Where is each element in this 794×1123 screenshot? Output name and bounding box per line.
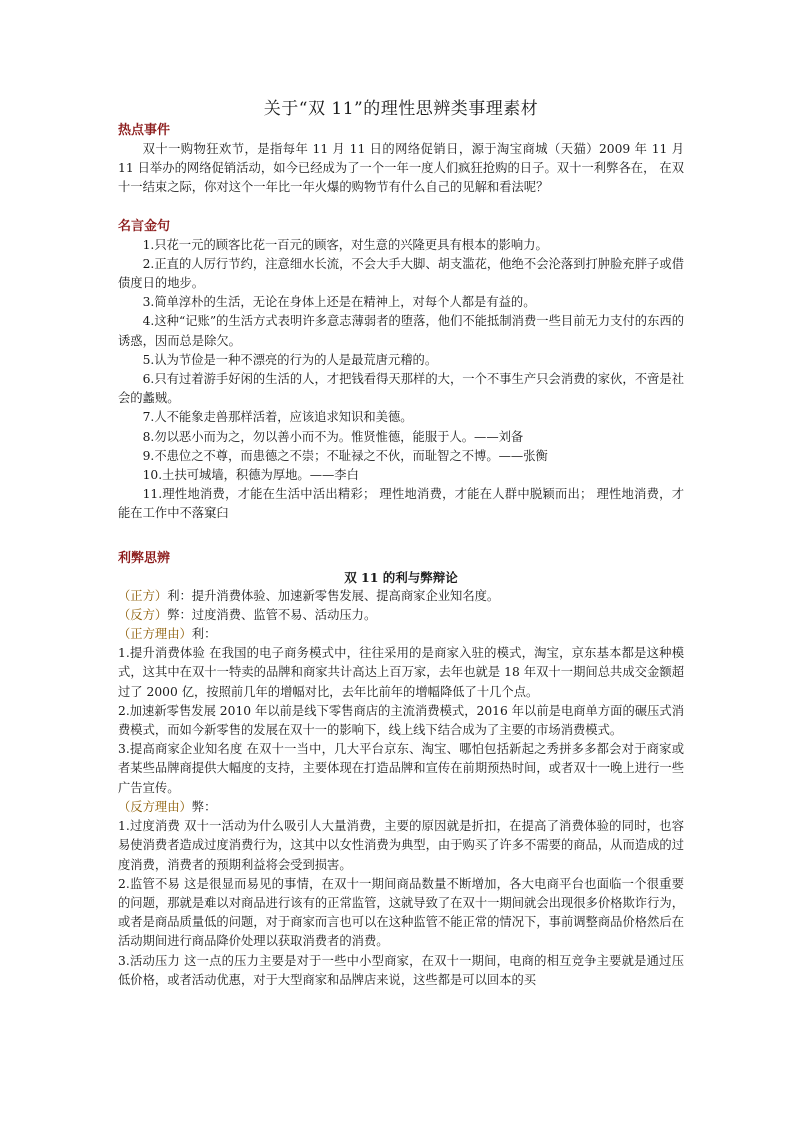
debate-heading: 利弊思辨 <box>118 550 171 566</box>
con-point: 2.监管不易 这是很显而易见的事情，在双十一期间商品数量不断增加，各大电商平台也面临一个很重要的问题，那就是难以对商品进行该有的正常监管，这就导致了在双十一期间就会出现很多价格欺诈行为，或者是商品质量低的问题，对于商家而言也可以在这种监管不能正常的情况下，事前调整商品价格然后在活动期间进行商品降价处理以获取消费者的消费。 <box>118 876 684 949</box>
debate-title: 双 11 的利与弊辩论 <box>344 569 458 585</box>
pro-tag: （正方） <box>118 588 168 603</box>
quote-item: 4.这种“记账”的生活方式表明许多意志薄弱者的堕落，他们不能抵制消费一些目前无力支付的东西的诱惑，因而总是除欠。 <box>118 314 684 348</box>
pro-point: 1.提升消费体验 在我国的电子商务模式中，往往采用的是商家入驻的模式，淘宝，京东基本都是这种模式，这其中在双十一特卖的品牌和商家共计高达上百万家，去年也就是 18 年双十一期间总共成交金额超过了 2000 亿，按照前几年的增幅对比，去年比前年的增幅降低了十几个点。 <box>118 646 684 699</box>
quote-item: 8.勿以恶小而为之，勿以善小而不为。惟贤惟德，能服于人。——刘备 <box>142 429 524 444</box>
quote-item: 11.理性地消费，才能在生活中活出精彩； 理性地消费，才能在人群中脱颖而出； 理性地消费，才能在工作中不落窠臼 <box>118 487 684 521</box>
con-point: 3.活动压力 这一点的压力主要是对于一些中小型商家，在双十一期间，电商的相互竞争主要就是通过压低价格，或者活动优惠，对于大型商家和品牌店来说，这些都是可以回本的买 <box>118 953 684 987</box>
con-summary <box>118 606 684 625</box>
quote-item: 3.简单淳朴的生活，无论在身体上还是在精神上，对每个人都是有益的。 <box>142 295 536 310</box>
con-point: 1.过度消费 双十一活动为什么吸引人大量消费，主要的原因就是折扣，在提高了消费体验的同时，也容易使消费者造成过度消费行为，这其中以女性消费为典型，由于购买了许多不需要的商品，从而造成的过度消费，消费者的预期利益将会受到损害。 <box>118 819 684 872</box>
pro-reason-label: 利： <box>191 627 217 642</box>
quote-item: 5.认为节俭是一种不漂亮的行为的人是最荒唐元稽的。 <box>142 352 438 367</box>
pro-summary <box>118 587 684 606</box>
pro-summary-text: 利：提升消费体验、加速新零售发展、提高商家企业知名度。 <box>167 588 500 603</box>
pro-point: 3.提高商家企业知名度 在双十一当中，几大平台京东、淘宝、哪怕包括新起之秀拼多多都会对于商家或者某些品牌商提供大幅度的支持，主要体现在打造品牌和宣传在前期预热时间，或者双十一晚上进行一些广告宣传。 <box>118 742 684 795</box>
con-reason-tag: （反方理由） <box>118 799 192 814</box>
spacer <box>118 198 684 218</box>
page-title: 关于“双 11”的理性思辨类事理素材 <box>263 99 539 119</box>
hot-event-heading: 热点事件 <box>118 123 171 138</box>
quote-item: 7.人不能象走兽那样活着，应该追求知识和美德。 <box>142 410 413 425</box>
pro-point: 2.加速新零售发展 2010 年以前是线下零售商店的主流消费模式，2016 年以前是电商单方面的碾压式消费模式，而如今新零售的发展在双十一的影响下，线上线下结合成为了主要的市场消费模式。 <box>118 703 684 738</box>
document-page <box>118 96 684 990</box>
quote-item: 10.土扶可城墙，积德为厚地。——李白 <box>142 468 359 483</box>
quote-item: 2.正直的人厉行节约，注意细水长流，不会大手大脚、胡支滥花，他绝不会沦落到打肿脸充胖子或借债度日的地步。 <box>118 256 684 291</box>
pro-reason-tag: （正方理由） <box>118 627 192 642</box>
hot-event-text: 双十一购物狂欢节，是指每年 11 月 11 日的网络促销日，源于淘宝商城（天猫）2009 年 11 月 11 日举办的网络促销活动，如今已经成为了一个一年一度人们疯狂抢购的日子。双十一利弊各在， 在双十一结束之际，你对这个一年比一年火爆的购物节有什么自己的见解和看法呢？ <box>118 142 684 195</box>
con-summary-text: 弊：过度消费、监管不易、活动压力。 <box>167 607 377 622</box>
spacer <box>118 524 684 550</box>
quotes-heading: 名言金句 <box>118 218 171 234</box>
quote-item: 9.不患位之不尊，而患德之不崇；不耻禄之不伙，而耻智之不博。——张衡 <box>142 448 548 463</box>
con-reason-heading <box>118 798 684 817</box>
pro-reason-heading <box>118 625 684 644</box>
quote-item: 6.只有过着游手好闲的生活的人，才把钱看得天那样的大，一个不事生产只会消费的家伙，不啻是社会的蠡贼。 <box>118 372 684 406</box>
con-reason-label: 弊： <box>191 799 217 814</box>
con-tag: （反方） <box>118 607 168 622</box>
quote-item: 1.只花一元的顾客比花一百元的顾客，对生意的兴隆更具有根本的影响力。 <box>142 237 548 252</box>
